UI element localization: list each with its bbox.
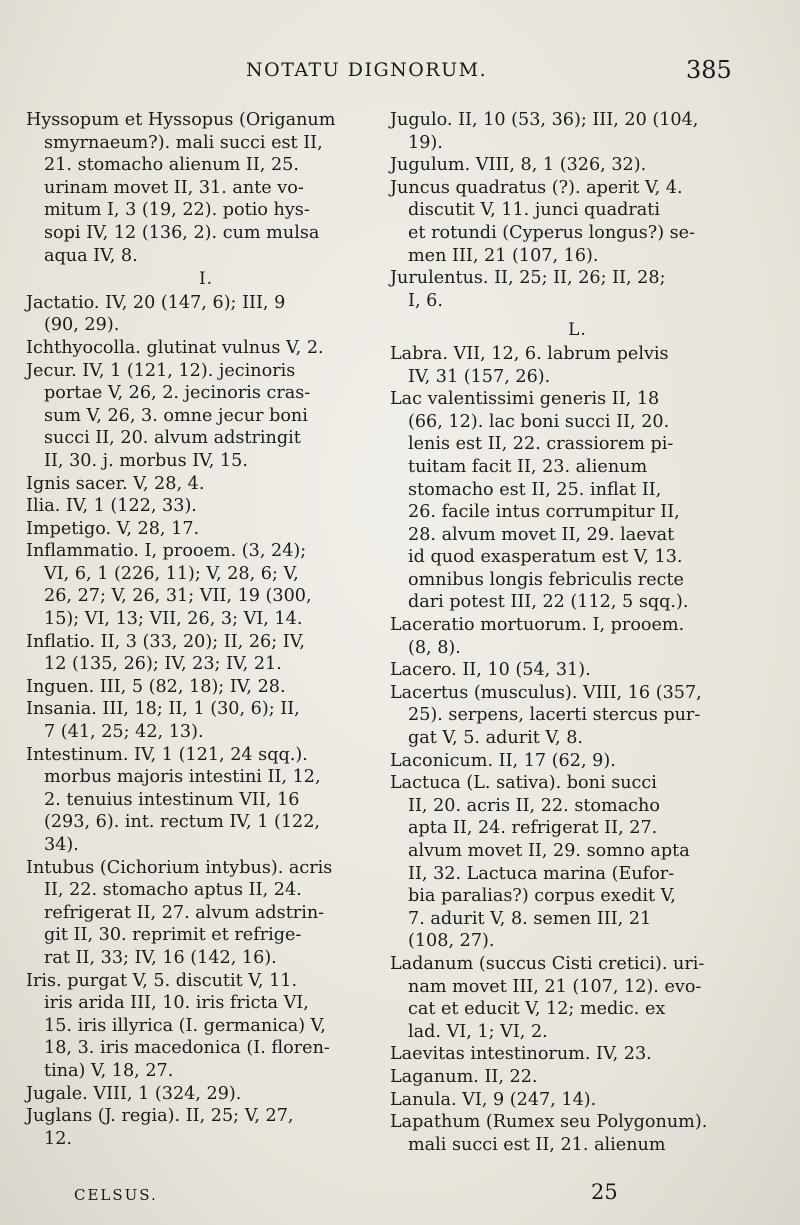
index-entry (26, 970, 386, 1083)
entry-line: Lacertus (musculus). VIII, 16 (357, (390, 682, 702, 703)
section-letter: I. (198, 269, 214, 290)
entry-line: mitum I, 3 (19, 22). potio hys- (44, 200, 310, 221)
entry-line: 12 (135, 26); IV, 23; IV, 21. (44, 654, 282, 675)
entry-line: git II, 30. reprimit et refrige- (44, 925, 302, 946)
entry-line: iris arida III, 10. iris fricta VI, (44, 993, 309, 1014)
entry-line: Inflatio. II, 3 (33, 20); II, 26; IV, (26, 631, 305, 652)
entry-line: 34). (44, 835, 79, 855)
entry-line: Jugulum. VIII, 8, 1 (326, 32). (390, 155, 647, 176)
running-header (0, 56, 800, 86)
entry-line: Impetigo. V, 28, 17. (26, 518, 200, 539)
index-entry (26, 1105, 386, 1150)
index-entry (26, 518, 386, 541)
entry-line: Inflammatio. I, prooem. (3, 24); (26, 541, 307, 562)
index-entry (390, 750, 765, 773)
entry-line: Jactatio. IV, 20 (147, 6); III, 9 (26, 292, 286, 313)
entry-line: (8, 8). (408, 637, 461, 658)
entry-line: Jugale. VIII, 1 (324, 29). (26, 1083, 242, 1104)
entry-line: discutit V, 11. junci quadrati (408, 200, 660, 221)
entry-line: cat et educit V, 12; medic. ex (408, 999, 666, 1020)
entry-line: 19). (408, 132, 443, 153)
entry-line: II, 32. Lactuca marina (Eufor- (408, 863, 675, 884)
index-entry (26, 631, 386, 676)
entry-line: smyrnaeum?). mali succi est II, (44, 132, 323, 153)
index-entry (390, 614, 765, 659)
entry-line: 18, 3. iris macedonica (I. floren- (44, 1038, 330, 1059)
entry-line: Laceratio mortuorum. I, prooem. (390, 615, 685, 636)
entry-line: stomacho est II, 25. inflat II, (408, 479, 662, 500)
index-column-right (390, 109, 765, 1156)
index-entry (26, 337, 386, 360)
entry-line: Jurulentus. II, 25; II, 26; II, 28; (390, 268, 666, 289)
index-entry (390, 1089, 765, 1112)
entry-line: Intubus (Cichorium intybus). acris (26, 857, 333, 878)
page-number: 385 (686, 56, 732, 84)
entry-line: Inguen. III, 5 (82, 18); IV, 28. (26, 676, 286, 697)
entry-line: IV, 31 (157, 26). (408, 366, 551, 387)
entry-line: aqua IV, 8. (44, 245, 138, 266)
entry-line: Lac valentissimi generis II, 18 (390, 389, 660, 410)
entry-line: et rotundi (Cyperus longus?) se- (408, 222, 696, 243)
entry-line: lenis est II, 22. crassiorem pi- (408, 434, 674, 455)
entry-line: 26. facile intus corrumpitur II, (408, 502, 680, 523)
entry-line: sum V, 26, 3. omne jecur boni (44, 405, 308, 426)
index-entry (26, 857, 386, 970)
entry-line: dari potest III, 22 (112, 5 sqq.). (408, 592, 689, 613)
entry-line: Ichthyocolla. glutinat vulnus V, 2. (26, 337, 324, 358)
entry-line: tina) V, 18, 27. (44, 1060, 174, 1081)
entry-line: Insania. III, 18; II, 1 (30, 6); II, (26, 699, 300, 720)
entry-line: 15. iris illyrica (I. germanica) V, (44, 1015, 326, 1036)
entry-line: Jecur. IV, 1 (121, 12). jecinoris (26, 360, 296, 381)
entry-line: (293, 6). int. rectum IV, 1 (122, (44, 812, 321, 833)
entry-line: bia paralias?) corpus exedit V, (408, 886, 676, 907)
entry-line: 7. adurit V, 8. semen III, 21 (408, 908, 652, 929)
index-entry (390, 267, 765, 312)
index-entry (390, 682, 765, 750)
entry-line: 7 (41, 25; 42, 13). (44, 722, 204, 743)
entry-line: Intestinum. IV, 1 (121, 24 sqq.). (26, 744, 308, 765)
entry-line: Ladanum (succus Cisti cretici). uri- (390, 953, 705, 974)
entry-line: 12. (44, 1128, 72, 1149)
index-entry (390, 953, 765, 1043)
entry-line: Laganum. II, 22. (390, 1066, 538, 1087)
entry-line: Labra. VII, 12, 6. labrum pelvis (390, 343, 669, 364)
entry-line: II, 30. j. morbus IV, 15. (44, 450, 248, 471)
index-entry (390, 388, 765, 614)
index-entry (390, 343, 765, 388)
index-entry (26, 1083, 386, 1106)
entry-line: Laevitas intestinorum. IV, 23. (390, 1044, 652, 1065)
index-entry (390, 659, 765, 682)
entry-line: Lanula. VI, 9 (247, 14). (390, 1089, 597, 1110)
entry-line: gat V, 5. adurit V, 8. (408, 728, 583, 749)
entry-line: 25). serpens, lacerti stercus pur- (408, 705, 701, 726)
entry-line: omnibus longis febriculis recte (408, 569, 684, 590)
entry-line: nam movet III, 21 (107, 12). evo- (408, 976, 702, 997)
entry-line: urinam movet II, 31. ante vo- (44, 177, 304, 198)
index-entry (26, 676, 386, 699)
entry-line: (108, 27). (408, 931, 495, 952)
section-letter: L. (568, 320, 587, 341)
sheet-number: 25 (591, 1180, 618, 1204)
entry-line: morbus majoris intestini II, 12, (44, 767, 321, 788)
entry-line: II, 20. acris II, 22. stomacho (408, 795, 660, 816)
page-footer (0, 1180, 800, 1210)
entry-line: 2. tenuius intestinum VII, 16 (44, 789, 300, 810)
entry-line: Juncus quadratus (?). aperit V, 4. (390, 177, 683, 198)
entry-line: id quod exasperatum est V, 13. (408, 547, 683, 568)
entry-line: VI, 6, 1 (226, 11); V, 28, 6; V, (44, 563, 299, 584)
entry-line: mali succi est II, 21. alienum (408, 1134, 666, 1155)
entry-line: portae V, 26, 2. jecinoris cras- (44, 383, 311, 404)
index-entry (26, 744, 386, 857)
index-entry (26, 698, 386, 743)
signature-mark: CELSUS. (74, 1186, 158, 1204)
index-entry (390, 1043, 765, 1066)
entry-line: Hyssopum et Hyssopus (Origanum (26, 110, 336, 130)
entry-line: tuitam facit II, 23. alienum (408, 456, 648, 477)
index-entry (26, 540, 386, 630)
index-entry (390, 154, 765, 177)
entry-line: Juglans (J. regia). II, 25; V, 27, (26, 1106, 294, 1127)
index-entry (390, 772, 765, 953)
entry-line: (66, 12). lac boni succi II, 20. (408, 411, 670, 432)
entry-line: 28. alvum movet II, 29. laevat (408, 524, 675, 545)
entry-line: Lapathum (Rumex seu Polygonum). (390, 1112, 708, 1133)
index-entry (26, 495, 386, 518)
entry-line: sopi IV, 12 (136, 2). cum mulsa (44, 222, 320, 243)
entry-line: refrigerat II, 27. alvum adstrin- (44, 902, 325, 923)
index-entry (390, 109, 765, 154)
index-entry (26, 292, 386, 337)
index-entry (390, 177, 765, 267)
running-title: NOTATU DIGNORUM. (246, 59, 488, 81)
entry-line: rat II, 33; IV, 16 (142, 16). (44, 947, 277, 968)
entry-line: Laconicum. II, 17 (62, 9). (390, 750, 616, 771)
index-entry (26, 360, 386, 473)
entry-line: I, 6. (408, 290, 443, 311)
entry-line: Jugulo. II, 10 (53, 36); III, 20 (104, (390, 110, 699, 130)
index-entry (26, 109, 386, 267)
entry-line: 15); VI, 13; VII, 26, 3; VI, 14. (44, 609, 303, 630)
entry-line: Lactuca (L. sativa). boni succi (390, 773, 657, 794)
index-entry (26, 473, 386, 496)
entry-line: 26, 27; V, 26, 31; VII, 19 (300, (44, 586, 312, 607)
entry-line: II, 22. stomacho aptus II, 24. (44, 880, 302, 901)
index-column-left (26, 109, 386, 1150)
entry-line: lad. VI, 1; VI, 2. (408, 1021, 548, 1042)
entry-line: (90, 29). (44, 315, 120, 336)
index-entry (390, 1066, 765, 1089)
entry-line: alvum movet II, 29. somno apta (408, 841, 690, 861)
entry-line: men III, 21 (107, 16). (408, 245, 599, 266)
index-entry (390, 1111, 765, 1156)
entry-line: Lacero. II, 10 (54, 31). (390, 660, 591, 681)
entry-line: succi II, 20. alvum adstringit (44, 428, 301, 449)
entry-line: apta II, 24. refrigerat II, 27. (408, 818, 658, 839)
entry-line: 21. stomacho alienum II, 25. (44, 155, 299, 176)
entry-line: Ilia. IV, 1 (122, 33). (26, 496, 197, 517)
entry-line: Iris. purgat V, 5. discutit V, 11. (26, 970, 298, 991)
entry-line: Ignis sacer. V, 28, 4. (26, 473, 205, 494)
